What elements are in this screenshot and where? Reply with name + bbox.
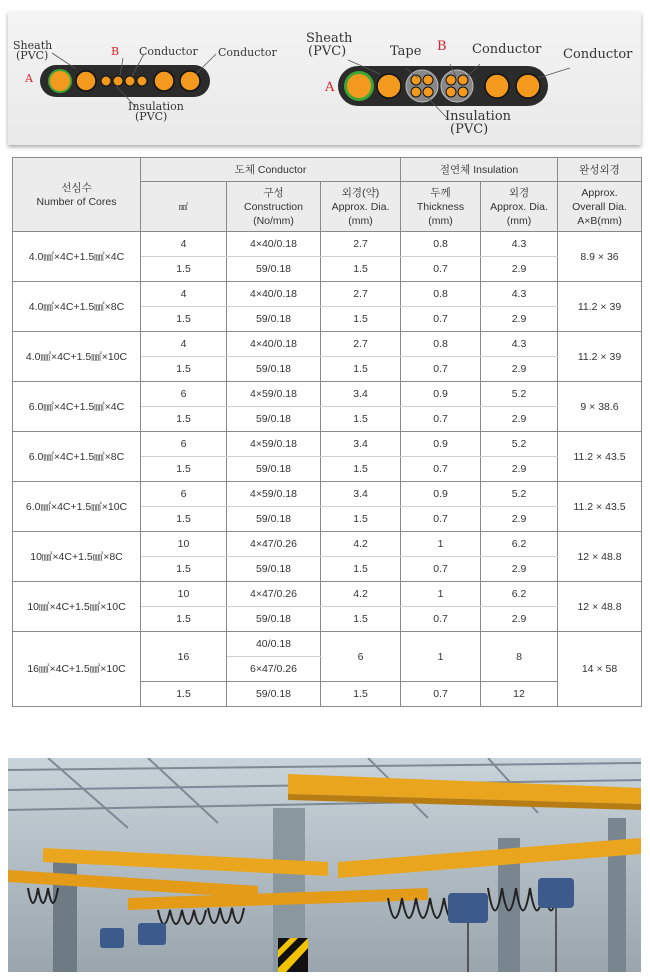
dia-cell: 1.5 — [321, 457, 401, 482]
construction-cell: 59/0.18 — [227, 557, 321, 582]
thickness-cell: 1 — [401, 582, 481, 607]
construction-cell: 59/0.18 — [227, 507, 321, 532]
overall-cell: 11.2 × 43.5 — [558, 482, 642, 532]
dia-cell: 3.4 — [321, 482, 401, 507]
header-insulation-dia: 외경 Approx. Dia. (mm) — [481, 182, 558, 232]
left-conductor-4 — [180, 71, 200, 91]
ins-dia-cell: 2.9 — [481, 407, 558, 432]
ins-dia-cell: 2.9 — [481, 557, 558, 582]
mm2-cell: 6 — [141, 482, 227, 507]
cable-diagrams — [8, 12, 641, 145]
thickness-cell: 0.7 — [401, 607, 481, 632]
mm2-cell: 4 — [141, 282, 227, 307]
right-label-a: A — [325, 80, 335, 95]
dia-cell: 3.4 — [321, 432, 401, 457]
overall-cell: 11.2 × 43.5 — [558, 432, 642, 482]
dia-cell: 1.5 — [321, 682, 401, 707]
cores-cell: 10㎟×4C+1.5㎟×8C — [13, 532, 141, 582]
ins-dia-cell: 2.9 — [481, 457, 558, 482]
header-cores-kr: 선심수 — [61, 181, 92, 194]
overall-cell: 11.2 × 39 — [558, 332, 642, 382]
overall-cell: 12 × 48.8 — [558, 532, 642, 582]
right-conductor-label-2: Conductor — [563, 47, 633, 62]
ins-dia-cell: 2.9 — [481, 357, 558, 382]
overall-cell: 11.2 × 39 — [558, 282, 642, 332]
thickness-cell: 0.7 — [401, 307, 481, 332]
thickness-cell: 0.9 — [401, 432, 481, 457]
mm2-cell: 1.5 — [141, 257, 227, 282]
mm2-cell: 1.5 — [141, 307, 227, 332]
mm2-cell: 1.5 — [141, 682, 227, 707]
thickness-cell: 1 — [401, 632, 481, 682]
mm2-cell: 1.5 — [141, 557, 227, 582]
cores-cell: 4.0㎟×4C+1.5㎟×4C — [13, 232, 141, 282]
ins-dia-cell: 4.3 — [481, 282, 558, 307]
thickness-cell: 0.7 — [401, 357, 481, 382]
dia-cell: 2.7 — [321, 232, 401, 257]
ins-dia-cell: 4.3 — [481, 332, 558, 357]
cores-cell: 6.0㎟×4C+1.5㎟×8C — [13, 432, 141, 482]
table-row — [13, 582, 642, 607]
thickness-cell: 0.7 — [401, 507, 481, 532]
thickness-cell: 0.8 — [401, 232, 481, 257]
right-tape-2 — [441, 70, 473, 102]
thickness-cell: 0.7 — [401, 257, 481, 282]
right-conductor-1 — [347, 74, 371, 98]
dia-cell: 1.5 — [321, 357, 401, 382]
ins-dia-cell: 6.2 — [481, 582, 558, 607]
thickness-cell: 0.8 — [401, 332, 481, 357]
header-thickness: 두께 Thickness (mm) — [401, 182, 481, 232]
dia-cell: 1.5 — [321, 607, 401, 632]
right-conductor-label-1: Conductor — [472, 42, 542, 57]
cable-diagram-panel — [8, 12, 641, 145]
left-insulation-label: Insulation — [128, 100, 184, 113]
dia-cell: 1.5 — [321, 507, 401, 532]
header-conductor-group: 도체 Conductor — [141, 158, 401, 182]
mm2-cell: 1.5 — [141, 407, 227, 432]
mm2-cell: 6 — [141, 432, 227, 457]
table-row — [13, 282, 642, 307]
mm2-cell: 6 — [141, 382, 227, 407]
construction-cell: 4×40/0.18 — [227, 282, 321, 307]
right-sheath-sub: (PVC) — [308, 44, 347, 59]
right-cable-diagram — [306, 31, 633, 137]
thickness-cell: 0.7 — [401, 407, 481, 432]
dia-cell: 1.5 — [321, 407, 401, 432]
construction-cell: 59/0.18 — [227, 682, 321, 707]
cores-cell: 4.0㎟×4C+1.5㎟×10C — [13, 332, 141, 382]
mm2-cell: 10 — [141, 582, 227, 607]
right-insulation-label: Insulation — [445, 109, 512, 124]
left-label-a: A — [25, 72, 33, 85]
dia-cell: 1.5 — [321, 557, 401, 582]
spec-table-body — [13, 232, 642, 707]
overall-cell: 8.9 × 36 — [558, 232, 642, 282]
cores-cell: 16㎟×4C+1.5㎟×10C — [13, 632, 141, 707]
construction-cell: 4×59/0.18 — [227, 482, 321, 507]
left-sheath-label: Sheath — [13, 39, 53, 52]
table-row — [13, 432, 642, 457]
table-row — [13, 382, 642, 407]
left-conductor-label-1: Conductor — [139, 45, 198, 58]
table-row — [13, 332, 642, 357]
ins-dia-cell: 2.9 — [481, 507, 558, 532]
thickness-cell: 0.8 — [401, 282, 481, 307]
mm2-cell: 4 — [141, 332, 227, 357]
mm2-cell: 16 — [141, 632, 227, 682]
left-small-3 — [125, 76, 135, 86]
construction-cell: 4×59/0.18 — [227, 382, 321, 407]
right-sheath-label: Sheath — [306, 31, 353, 46]
construction-cell: 6×47/0.26 — [227, 657, 321, 682]
crane-photo — [8, 758, 641, 972]
overall-cell: 14 × 58 — [558, 632, 642, 707]
mm2-cell: 4 — [141, 232, 227, 257]
left-conductor-3 — [154, 71, 174, 91]
mm2-cell: 1.5 — [141, 607, 227, 632]
dia-cell: 6 — [321, 632, 401, 682]
header-overall-dia: Approx. Overall Dia. A×B(mm) — [558, 182, 642, 232]
dia-cell: 1.5 — [321, 257, 401, 282]
dia-cell: 2.7 — [321, 332, 401, 357]
dia-cell: 3.4 — [321, 382, 401, 407]
left-conductor-2 — [76, 71, 96, 91]
header-insulation-group: 절연체 Insulation — [401, 158, 558, 182]
left-cable-diagram — [13, 39, 277, 123]
mm2-cell: 1.5 — [141, 357, 227, 382]
overall-cell: 9 × 38.6 — [558, 382, 642, 432]
construction-cell: 59/0.18 — [227, 307, 321, 332]
table-row — [13, 232, 642, 257]
thickness-cell: 0.9 — [401, 382, 481, 407]
header-approx-dia: 외경(약) Approx. Dia. (mm) — [321, 182, 401, 232]
left-small-1 — [101, 76, 111, 86]
construction-cell: 40/0.18 — [227, 632, 321, 657]
construction-cell: 59/0.18 — [227, 357, 321, 382]
thickness-cell: 0.9 — [401, 482, 481, 507]
construction-cell: 4×47/0.26 — [227, 582, 321, 607]
dia-cell: 2.7 — [321, 282, 401, 307]
ins-dia-cell: 2.9 — [481, 307, 558, 332]
right-conductor-2 — [377, 74, 401, 98]
header-cores-en: Number of Cores — [36, 195, 117, 208]
ins-dia-cell: 5.2 — [481, 432, 558, 457]
left-small-4 — [137, 76, 147, 86]
header-cores — [13, 158, 141, 232]
right-label-b: B — [437, 39, 447, 54]
construction-cell: 4×59/0.18 — [227, 432, 321, 457]
left-conductor-1 — [50, 71, 70, 91]
left-sheath-sub: (PVC) — [16, 49, 49, 62]
dia-cell: 1.5 — [321, 307, 401, 332]
cores-cell: 10㎟×4C+1.5㎟×10C — [13, 582, 141, 632]
construction-cell: 59/0.18 — [227, 407, 321, 432]
header-mm2: ㎟ — [141, 182, 227, 232]
left-conductor-label-2: Conductor — [218, 46, 277, 59]
mm2-cell: 10 — [141, 532, 227, 557]
ins-dia-cell: 4.3 — [481, 232, 558, 257]
table-row — [13, 532, 642, 557]
construction-cell: 4×40/0.18 — [227, 232, 321, 257]
right-tape-label: Tape — [390, 44, 422, 59]
thickness-cell: 1 — [401, 532, 481, 557]
construction-cell: 4×40/0.18 — [227, 332, 321, 357]
construction-cell: 59/0.18 — [227, 457, 321, 482]
ins-dia-cell: 6.2 — [481, 532, 558, 557]
ins-dia-cell: 2.9 — [481, 257, 558, 282]
ins-dia-cell: 5.2 — [481, 382, 558, 407]
construction-cell: 4×47/0.26 — [227, 532, 321, 557]
overall-cell: 12 × 48.8 — [558, 582, 642, 632]
ins-dia-cell: 12 — [481, 682, 558, 707]
ins-dia-cell: 8 — [481, 632, 558, 682]
thickness-cell: 0.7 — [401, 457, 481, 482]
thickness-cell: 0.7 — [401, 557, 481, 582]
right-insulation-sub: (PVC) — [450, 122, 489, 137]
construction-cell: 59/0.18 — [227, 257, 321, 282]
left-small-2 — [113, 76, 123, 86]
dia-cell: 4.2 — [321, 532, 401, 557]
table-row — [13, 632, 642, 657]
mm2-cell: 1.5 — [141, 457, 227, 482]
header-overall-group: 완성외경 — [558, 158, 642, 182]
header-construction: 구성 Construction (No/mm) — [227, 182, 321, 232]
cores-cell: 6.0㎟×4C+1.5㎟×4C — [13, 382, 141, 432]
left-insulation-sub: (PVC) — [135, 110, 168, 123]
ins-dia-cell: 5.2 — [481, 482, 558, 507]
right-tape-1 — [406, 70, 438, 102]
thickness-cell: 0.7 — [401, 682, 481, 707]
cores-cell: 6.0㎟×4C+1.5㎟×10C — [13, 482, 141, 532]
construction-cell: 59/0.18 — [227, 607, 321, 632]
left-label-b: B — [111, 45, 120, 58]
right-conductor-3 — [485, 74, 509, 98]
dia-cell: 4.2 — [321, 582, 401, 607]
mm2-cell: 1.5 — [141, 507, 227, 532]
ins-dia-cell: 2.9 — [481, 607, 558, 632]
crane-photo-illustration — [8, 758, 641, 972]
cores-cell: 4.0㎟×4C+1.5㎟×8C — [13, 282, 141, 332]
right-conductor-4 — [516, 74, 540, 98]
cable-spec-table — [12, 157, 642, 707]
table-row — [13, 482, 642, 507]
